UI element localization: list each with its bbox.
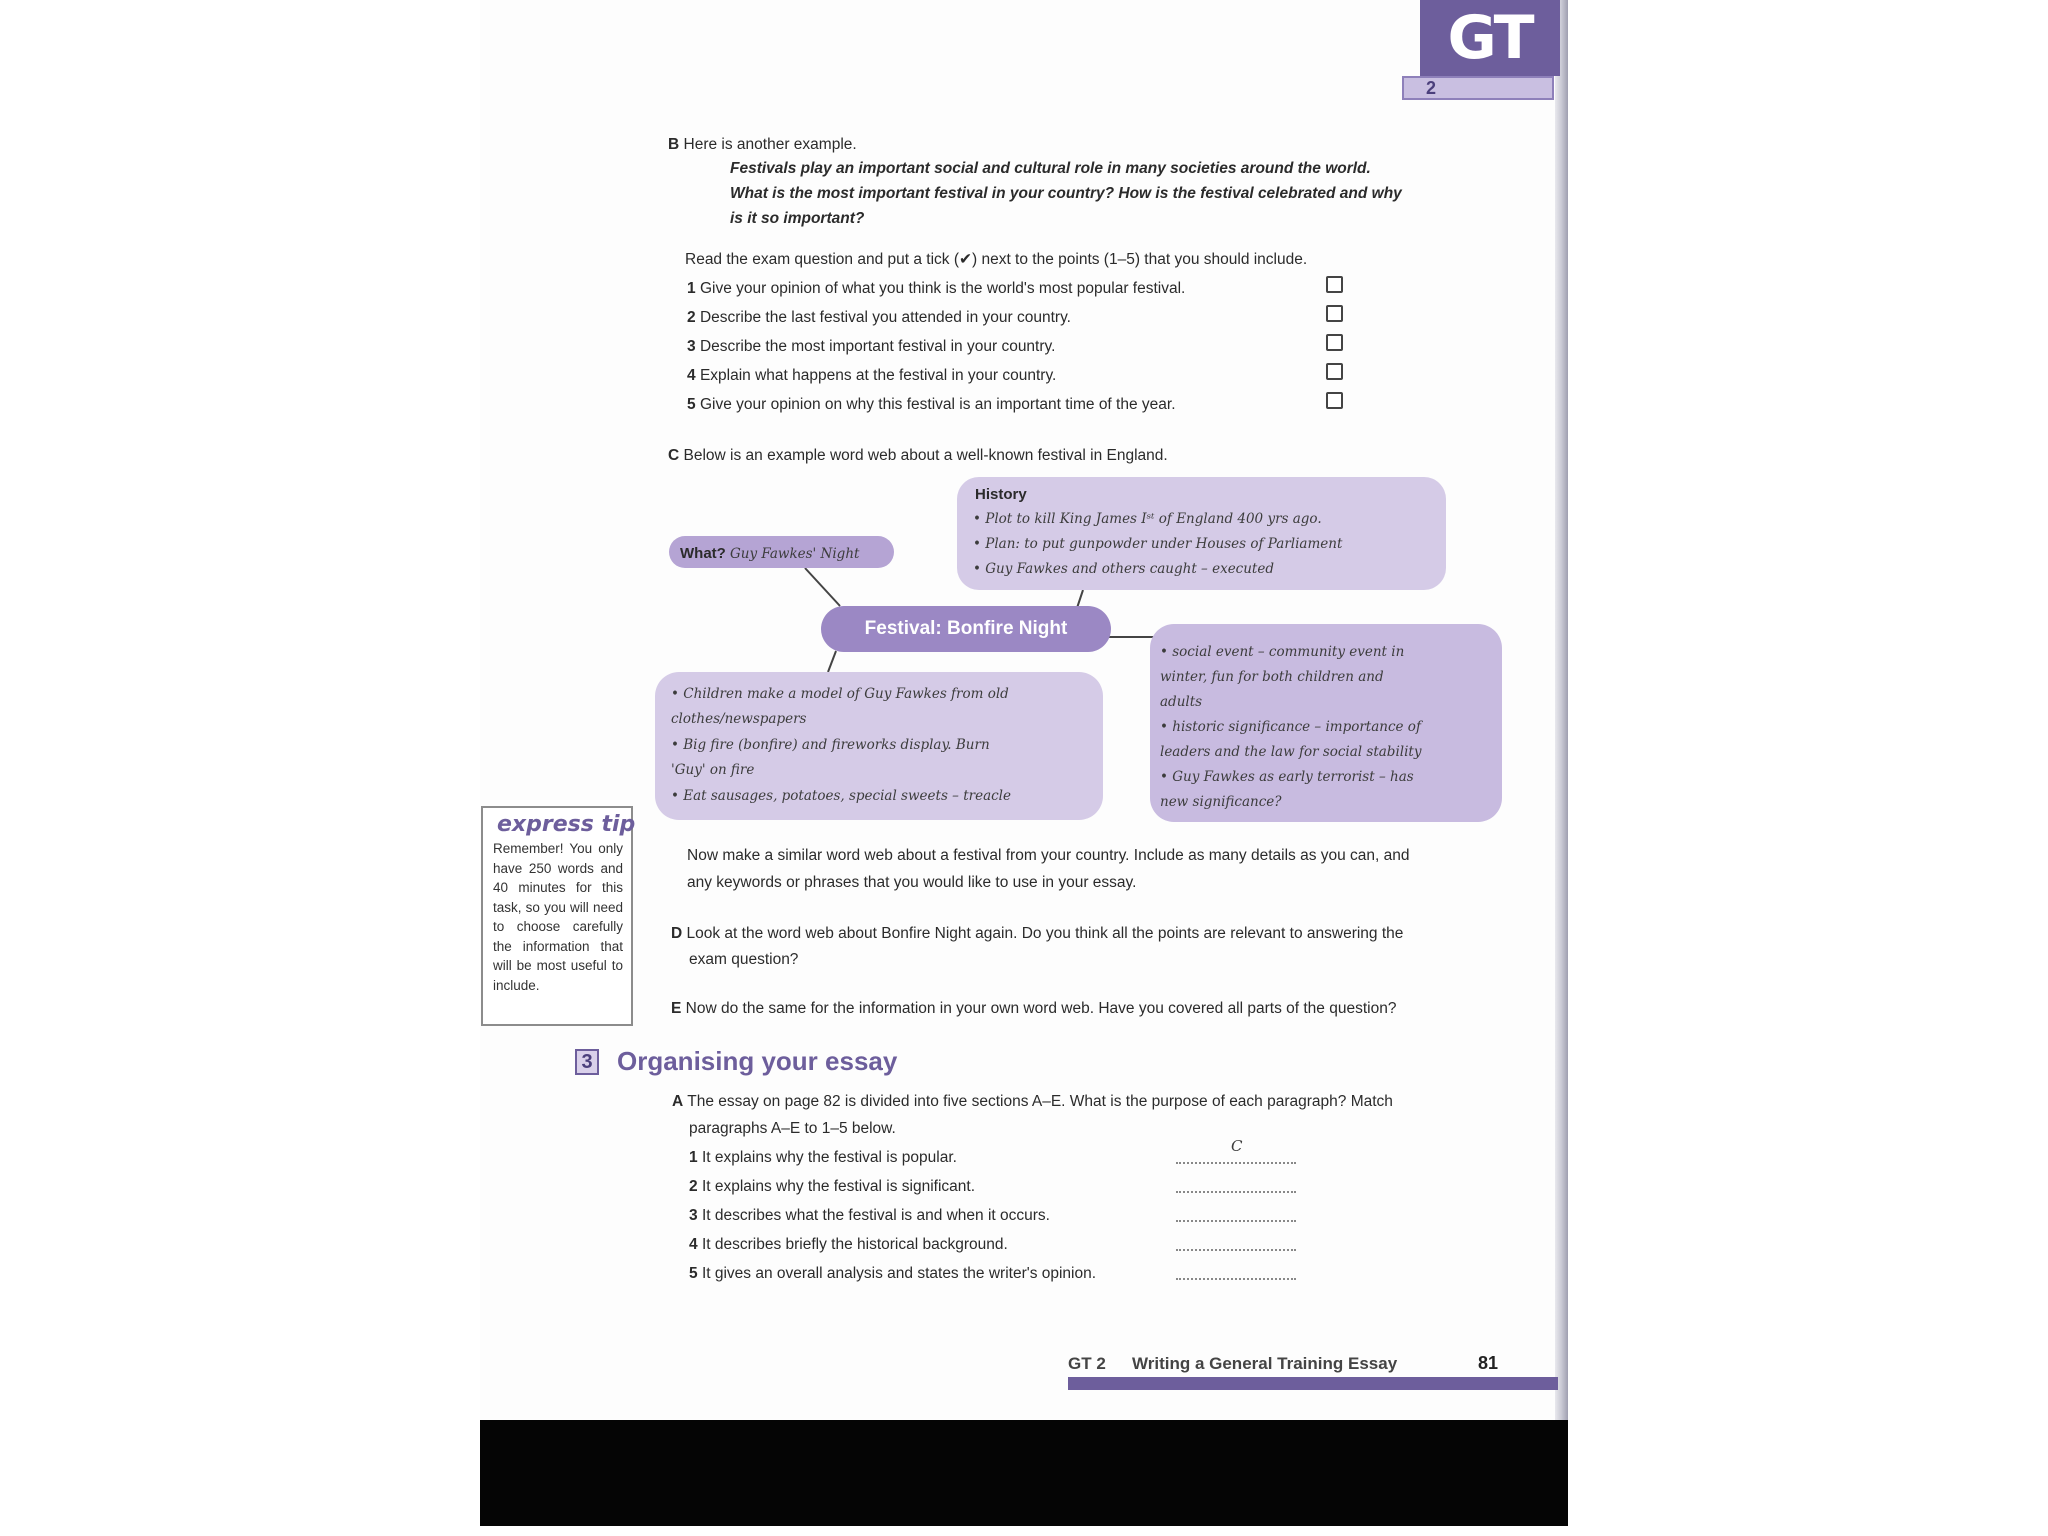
unit-tab-label: GT [1447,3,1533,73]
footer-unit: GT 2 [1068,1354,1106,1373]
significance-line: adults [1160,694,1203,710]
answer-blank-5[interactable] [1176,1266,1296,1280]
significance-line: new significance? [1160,794,1282,810]
list-item: 4 Explain what happens at the festival in your country. [687,367,1057,384]
exercise-d-line-2: exam question? [689,951,799,968]
list-item: 2 Describe the last festival you attended in your country. [687,309,1071,326]
section-title: Organising your essay [617,1046,898,1076]
page-number: 81 [1478,1353,1499,1373]
activity-line: • Eat sausages, potatoes, special sweets – treacle [671,788,1011,804]
significance-line: • historic significance – importance of [1160,719,1421,735]
express-tip-body: Remember! You only have 250 words and 40 minutes for this task, so you will need to choose carefully the information that will be most useful to include. [493,841,623,993]
history-point: • Plan: to put gunpowder under Houses of Parliament [973,536,1343,552]
significance-line: • Guy Fawkes as early terrorist – has [1160,769,1414,785]
express-tip-title: express tip [497,812,636,837]
what-value: Guy Fawkes' Night [730,546,860,562]
follow-up-line-1: Now make a similar word web about a festival from your country. Include as many details as you can, and [687,847,1410,864]
history-point: • Plot to kill King James Iˢᵗ of England 400 yrs ago. [973,511,1322,527]
answer-blank-2[interactable] [1176,1179,1296,1193]
activity-line: 'Guy' on fire [671,762,755,778]
footer-title: Writing a General Training Essay [1132,1354,1398,1373]
what-label: What? Guy Fawkes' Night [680,545,860,562]
list-item: 5 It gives an overall analysis and states the writer's opinion. [689,1265,1097,1282]
activities-box [655,672,1103,820]
list-item: 5 Give your opinion on why this festival is an important time of the year. [687,396,1176,413]
exam-question-line-1: Festivals play an important social and cultural role in many societies around the world. [730,160,1371,177]
exercise-a-line-1: A The essay on page 82 is divided into five sections A–E. What is the purpose of each paragraph? Match [672,1093,1393,1110]
exercise-b-instruction: Read the exam question and put a tick (✔) next to the points (1–5) that you should include. [685,251,1308,268]
exam-question-line-2: What is the most important festival in your country? How is the festival celebrated and why [730,185,1402,202]
significance-line: winter, fun for both children and [1160,669,1384,685]
exercise-b-letter: B [668,136,680,153]
list-item: 3 Describe the most important festival in your country. [687,338,1056,355]
what-bubble [669,536,894,568]
activity-line: • Children make a model of Guy Fawkes from old [671,686,1009,702]
list-item: 3 It describes what the festival is and when it occurs. [689,1207,1050,1224]
exam-question-line-3: is it so important? [730,210,865,227]
unit-number: 2 [1402,76,1554,100]
history-point: • Guy Fawkes and others caught – executed [973,561,1274,577]
list-item: 1 Give your opinion of what you think is the world's most popular festival. [687,280,1186,297]
web-center [821,606,1111,652]
follow-up-line-2: any keywords or phrases that you would like to use in your essay. [687,874,1137,891]
express-tip-box [481,806,636,1026]
exercise-d-line-1: D Look at the word web about Bonfire Night again. Do you think all the points are relevant to answering the [671,925,1404,942]
list-item: 1 It explains why the festival is popular. [689,1149,957,1166]
exercise-b-intro-text: Here is another example. [683,136,857,153]
answer-blank-4[interactable] [1176,1237,1296,1251]
answer-1: C [1231,1137,1243,1155]
activity-line: • Big fire (bonfire) and fireworks display. Burn [671,737,990,753]
section-number: 3 [575,1049,599,1075]
answer-blank-3[interactable] [1176,1208,1296,1222]
significance-box [1150,624,1502,822]
significance-line: • social event – community event in [1160,644,1405,660]
history-box [957,477,1446,590]
web-center-label: Festival: Bonfire Night [864,618,1068,639]
list-item: 4 It describes briefly the historical background. [689,1236,1008,1253]
footer-bar [1068,1377,1558,1390]
activity-line: clothes/newspapers [671,711,807,727]
list-item: 2 It explains why the festival is significant. [689,1178,976,1195]
significance-line: leaders and the law for social stability [1160,744,1422,760]
history-title: History [975,486,1027,503]
exercise-c-intro: C Below is an example word web about a well-known festival in England. [668,447,1168,464]
exercise-a-line-2: paragraphs A–E to 1–5 below. [689,1120,896,1137]
exercise-e: E Now do the same for the information in your own word web. Have you covered all parts of the question? [671,1000,1397,1017]
